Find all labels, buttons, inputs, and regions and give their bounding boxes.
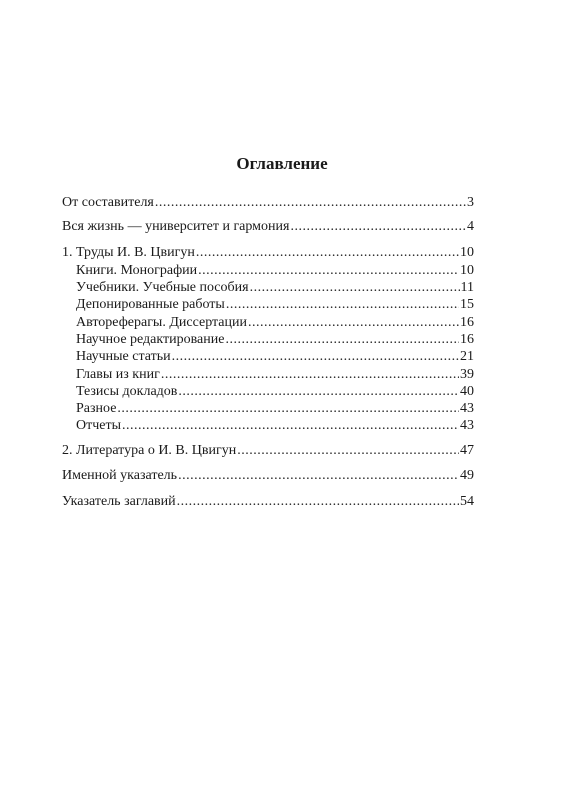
toc-entry-page: 16 — [460, 332, 474, 347]
toc-entry-label: Отчеты — [76, 418, 122, 433]
dot-leader — [177, 493, 459, 510]
dot-leader — [161, 366, 459, 383]
toc-entry-name-index — [62, 467, 474, 484]
toc-entry-page: 43 — [460, 418, 474, 433]
toc-entry-page: 54 — [460, 494, 474, 509]
dot-leader — [196, 244, 459, 261]
toc-entry-label: От составителя — [62, 195, 154, 210]
toc-entry-page: 10 — [460, 263, 474, 278]
toc-entry-works — [62, 244, 474, 261]
toc-entry-abstracts — [76, 314, 474, 331]
toc-entry-page: 15 — [460, 297, 474, 312]
toc-entry-label: Главы из книг — [76, 367, 160, 382]
toc-entry-label: Научные статьи — [76, 349, 171, 364]
dot-leader — [178, 467, 459, 484]
toc-entry-label: Книги. Монографии — [76, 263, 198, 278]
toc-entry-page: 3 — [467, 195, 474, 210]
toc-entry-label: 1. Труды И. В. Цвигун — [62, 245, 195, 260]
toc-entry-label: Автореферагы. Диссертации — [76, 315, 247, 330]
dot-leader — [198, 262, 459, 279]
toc-entry-misc — [76, 400, 474, 417]
toc-entry-deposited — [76, 296, 474, 313]
dot-leader — [155, 194, 466, 211]
dot-leader — [122, 417, 459, 434]
toc-entry-page: 43 — [460, 401, 474, 416]
toc-entry-page: 49 — [460, 468, 474, 483]
toc-entry-page: 47 — [460, 443, 474, 458]
toc-entry-label: Вся жизнь — университет и гармония — [62, 219, 290, 234]
dot-leader — [225, 331, 459, 348]
toc-entry-editing — [76, 331, 474, 348]
toc-entry-reports — [76, 417, 474, 434]
toc-entry-page: 21 — [460, 349, 474, 364]
toc-entry-page: 11 — [460, 280, 474, 295]
toc-entry-label: 2. Литература о И. В. Цвигун — [62, 443, 237, 458]
toc-entry-title-index — [62, 493, 474, 510]
toc-entry-label: Указатель заглавий — [62, 494, 176, 509]
dot-leader — [117, 400, 459, 417]
toc-entry-whole-life — [62, 218, 474, 235]
toc-entry-label: Депонированные работы — [76, 297, 225, 312]
toc-entry-label: Тезисы докладов — [76, 384, 178, 399]
toc-entry-page: 10 — [460, 245, 474, 260]
dot-leader — [237, 442, 459, 459]
toc-entry-textbooks — [76, 279, 474, 296]
toc-entry-label: Именной указатель — [62, 468, 178, 483]
toc-entry-page: 39 — [460, 367, 474, 382]
dot-leader — [248, 314, 459, 331]
toc-entry-from-compiler — [62, 194, 474, 211]
toc-entry-page: 16 — [460, 315, 474, 330]
dot-leader — [290, 218, 466, 235]
dot-leader — [250, 279, 460, 296]
toc-entry-articles — [76, 348, 474, 365]
dot-leader — [226, 296, 459, 313]
toc-entry-label: Учебники. Учебные пособия — [76, 280, 249, 295]
dot-leader — [178, 383, 459, 400]
toc-title: Оглавление — [236, 154, 328, 173]
toc-entry-label: Научное редактирование — [76, 332, 225, 347]
toc-entry-page: 4 — [467, 219, 474, 234]
toc-entry-literature — [62, 442, 474, 459]
toc-entry-books — [76, 262, 474, 279]
dot-leader — [172, 348, 459, 365]
toc-entry-label: Разное — [76, 401, 117, 416]
toc-entry-page: 40 — [460, 384, 474, 399]
toc-entry-theses — [76, 383, 474, 400]
toc-entry-chapters — [76, 366, 474, 383]
